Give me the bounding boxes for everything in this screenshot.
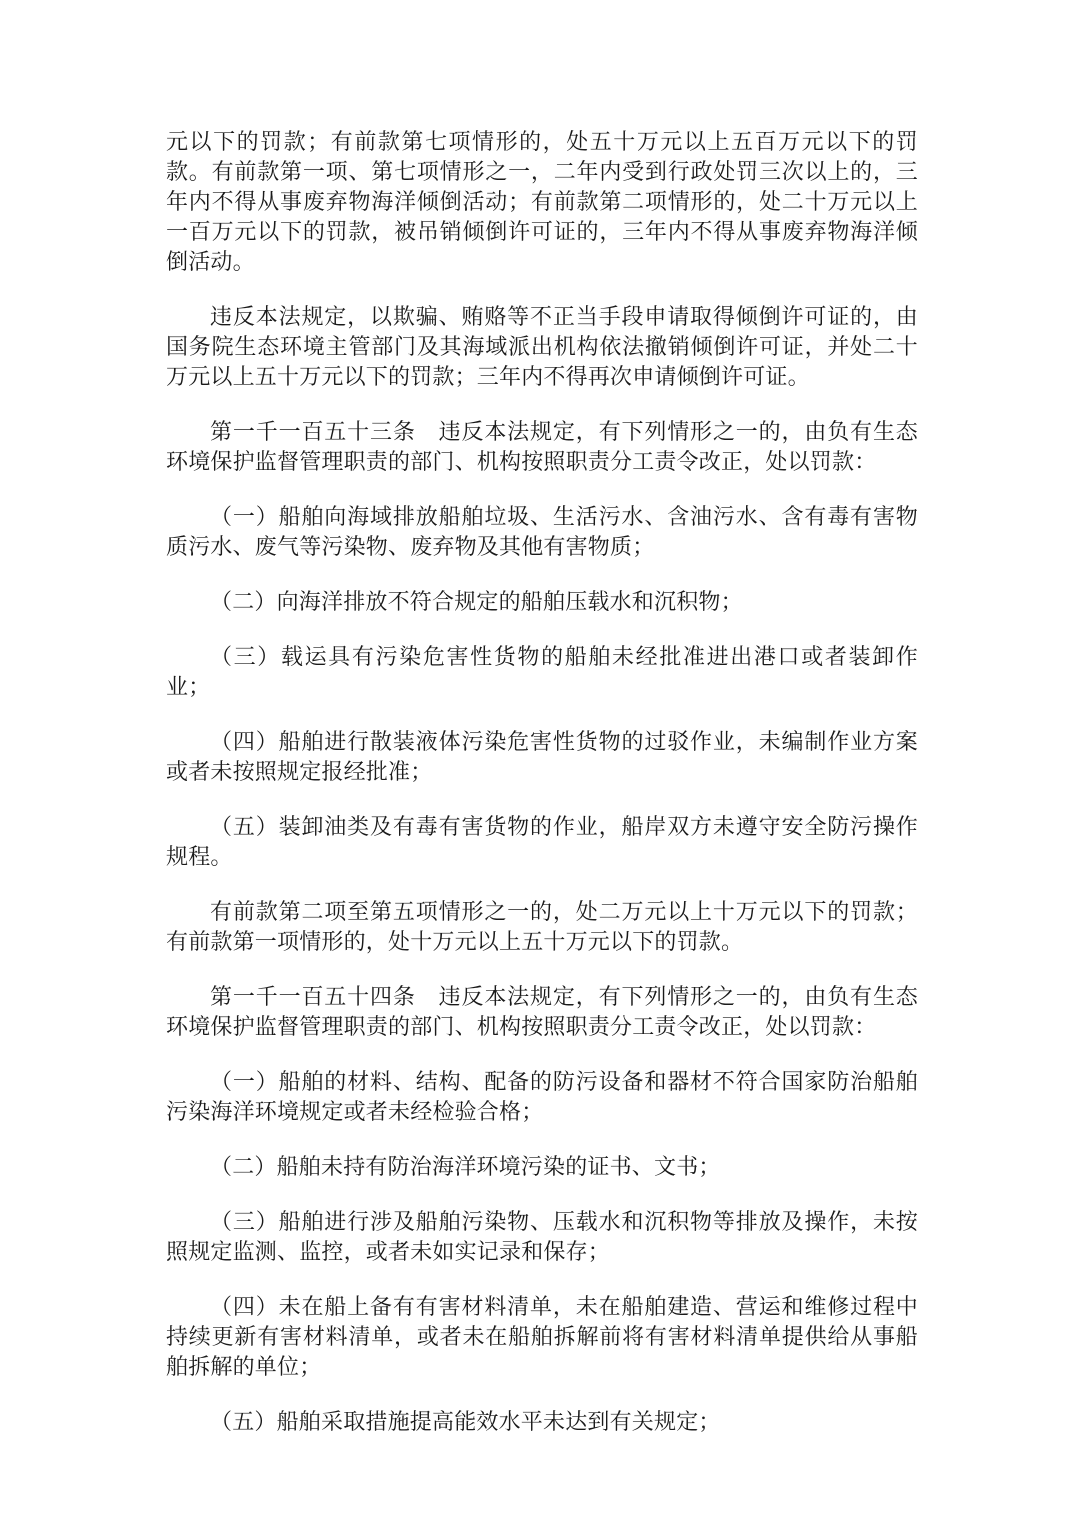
article-1154-heading: 第一千一百五十四条 违反本法规定，有下列情形之一的，由负有生态环境保护监督管理职责的部门、机构按照职责分工责令改正，处以罚款： — [166, 985, 918, 1040]
article-1153-item-4: （四）船舶进行散装液体污染危害性货物的过驳作业，未编制作业方案或者未按照规定报经批准； — [166, 730, 918, 785]
paragraph-fraudulent-permit: 违反本法规定，以欺骗、贿赂等不正当手段申请取得倾倒许可证的，由国务院生态环境主管部门及其海域派出机构依法撤销倾倒许可证，并处二十万元以上五十万元以下的罚款；三年内不得再次申请倾倒许可证。 — [166, 305, 918, 390]
article-1154-item-2: （二）船舶未持有防治海洋环境污染的证书、文书； — [210, 1155, 721, 1180]
article-1153-item-3: （三）载运具有污染危害性货物的船舶未经批准进出港口或者装卸作业； — [166, 645, 918, 700]
article-1153-item-1: （一）船舶向海域排放船舶垃圾、生活污水、含油污水、含有毒有害物质污水、废气等污染物、废弃物及其他有害物质； — [166, 505, 918, 560]
article-1153-item-2: （二）向海洋排放不符合规定的船舶压载水和沉积物； — [210, 590, 743, 615]
article-1153-heading: 第一千一百五十三条 违反本法规定，有下列情形之一的，由负有生态环境保护监督管理职责的部门、机构按照职责分工责令改正，处以罚款： — [166, 420, 918, 475]
article-1154-item-5: （五）船舶采取措施提高能效水平未达到有关规定； — [210, 1410, 721, 1435]
article-1154-item-4: （四）未在船上备有有害材料清单，未在船舶建造、营运和维修过程中持续更新有害材料清单，或者未在船舶拆解前将有害材料清单提供给从事船舶拆解的单位； — [166, 1295, 918, 1380]
article-1153-penalty: 有前款第二项至第五项情形之一的，处二万元以上十万元以下的罚款；有前款第一项情形的，处十万元以上五十万元以下的罚款。 — [166, 900, 918, 955]
article-1153-item-5: （五）装卸油类及有毒有害货物的作业，船岸双方未遵守安全防污操作规程。 — [166, 815, 918, 870]
article-1154-item-3: （三）船舶进行涉及船舶污染物、压载水和沉积物等排放及操作，未按照规定监测、监控，或者未如实记录和保存； — [166, 1210, 918, 1265]
paragraph-penalty-continuation: 元以下的罚款；有前款第七项情形的，处五十万元以上五百万元以下的罚款。有前款第一项、第七项情形之一，二年内受到行政处罚三次以上的，三年内不得从事废弃物海洋倾倒活动；有前款第二项情形的，处二十万元以上一百万元以下的罚款，被吊销倾倒许可证的，三年内不得从事废弃物海洋倾倒活动。 — [166, 130, 918, 275]
document-body — [166, 128, 918, 1463]
article-1154-item-1: （一）船舶的材料、结构、配备的防污设备和器材不符合国家防治船舶污染海洋环境规定或者未经检验合格； — [166, 1070, 918, 1125]
